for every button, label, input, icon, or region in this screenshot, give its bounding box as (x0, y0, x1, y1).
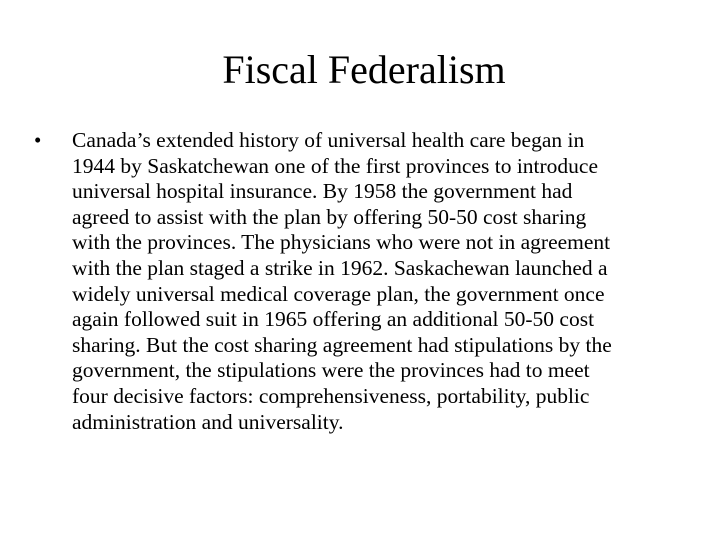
bullet-text-line: agreed to assist with the plan by offering 50-50 cost sharing (72, 204, 587, 229)
bullet-text-line: four decisive factors: comprehensiveness, portability, public (72, 383, 590, 408)
bullet-text-line: again followed suit in 1965 offering an additional 50-50 cost (72, 307, 595, 332)
bullet-icon: • (34, 128, 42, 152)
bullet-text-line: sharing. But the cost sharing agreement had stipulations by the (72, 332, 612, 357)
bullet-text-line: widely universal medical coverage plan, the government once (72, 281, 605, 306)
bullet-text-line: 1944 by Saskatchewan one of the first provinces to introduce (72, 153, 599, 178)
slide-title: Fiscal Federalism (222, 47, 506, 92)
bullet-list (34, 128, 714, 435)
bullet-item (34, 128, 714, 435)
bullet-text-line: with the provinces. The physicians who were not in agreement (72, 230, 611, 255)
bullet-text-line: universal hospital insurance. By 1958 the government had (72, 179, 573, 204)
bullet-text-line: with the plan staged a strike in 1962. Saskachewan launched a (72, 255, 608, 280)
bullet-text-line: Canada’s extended history of universal health care began in (72, 128, 585, 152)
bullet-text-line: government, the stipulations were the provinces had to meet (72, 358, 590, 383)
bullet-text-line: administration and universality. (72, 409, 344, 434)
